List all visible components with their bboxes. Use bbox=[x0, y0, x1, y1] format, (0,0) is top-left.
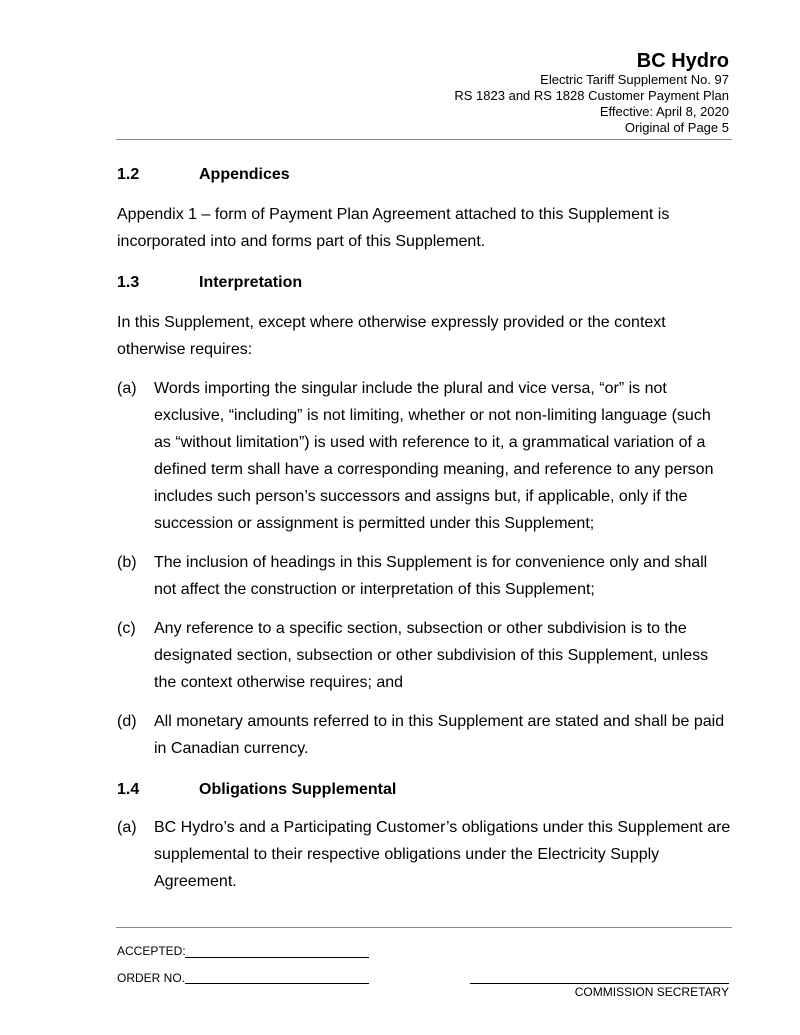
effective-date: Effective: April 8, 2020 bbox=[599, 104, 729, 119]
page-number: Original of Page 5 bbox=[624, 120, 729, 135]
item-text: BC Hydro’s and a Participating Customer’s obligations under this Supplement are supplemental to their respective obligations under the Electricity Supply Agreement. bbox=[154, 819, 731, 890]
item-text: The inclusion of headings in this Supplement is for convenience only and shall not affect the construction or interpretation of this Supplement; bbox=[154, 554, 708, 598]
list-item bbox=[117, 549, 731, 603]
section-1-3-intro: In this Supplement, except where otherwise expressly provided or the context otherwise requires: bbox=[117, 314, 666, 358]
list-item bbox=[117, 375, 731, 537]
section-title: Appendices bbox=[199, 166, 290, 183]
section-number: 1.4 bbox=[117, 781, 140, 798]
section-heading-1-2 bbox=[117, 163, 731, 187]
rate-schedule-title: RS 1823 and RS 1828 Customer Payment Plan bbox=[454, 88, 729, 103]
item-text: All monetary amounts referred to in this Supplement are stated and shall be paid in Canadian currency. bbox=[154, 713, 725, 757]
accepted-signature-line bbox=[185, 957, 369, 958]
header-divider bbox=[116, 139, 732, 140]
document-body bbox=[117, 163, 731, 895]
commission-secretary-label: COMMISSION SECRETARY bbox=[574, 985, 729, 999]
section-number: 1.2 bbox=[117, 166, 140, 183]
item-text: Words importing the singular include the plural and vice versa, “or” is not exclusive, “including” is not limiting, whether or not non-limiting language (such as “without limitation”) is used with reference to it, a grammatical variation of a defined term shall have a corresponding meaning, and reference to any person includes such person’s successors and assigns but, if applicable, only if the succession or assignment is permitted under this Supplement; bbox=[154, 380, 714, 532]
section-title: Interpretation bbox=[199, 274, 303, 291]
page-header bbox=[454, 50, 729, 136]
item-text: Any reference to a specific section, subsection or other subdivision is to the designated section, subsection or other subdivision of this Supplement, unless the context otherwise requires; and bbox=[154, 620, 709, 691]
tariff-supplement-number: Electric Tariff Supplement No. 97 bbox=[540, 72, 729, 87]
order-number-label: ORDER NO. bbox=[117, 971, 186, 985]
item-label: (a) bbox=[117, 380, 137, 397]
list-item bbox=[117, 615, 731, 696]
secretary-signature-line bbox=[470, 983, 729, 984]
section-heading-1-4 bbox=[117, 778, 731, 802]
section-heading-1-3 bbox=[117, 271, 731, 295]
list-item bbox=[117, 814, 731, 895]
list-item bbox=[117, 708, 731, 762]
section-number: 1.3 bbox=[117, 274, 140, 291]
section-title: Obligations Supplemental bbox=[199, 781, 397, 798]
order-number-line bbox=[185, 983, 369, 984]
organization-name: BC Hydro bbox=[636, 50, 729, 72]
item-label: (a) bbox=[117, 819, 137, 836]
item-label: (d) bbox=[117, 713, 137, 730]
footer-divider bbox=[116, 927, 732, 928]
item-label: (c) bbox=[117, 620, 136, 637]
item-label: (b) bbox=[117, 554, 137, 571]
accepted-label: ACCEPTED: bbox=[117, 944, 186, 958]
section-1-2-paragraph: Appendix 1 – form of Payment Plan Agreement attached to this Supplement is incorporated into and forms part of this Supplement. bbox=[117, 206, 670, 250]
